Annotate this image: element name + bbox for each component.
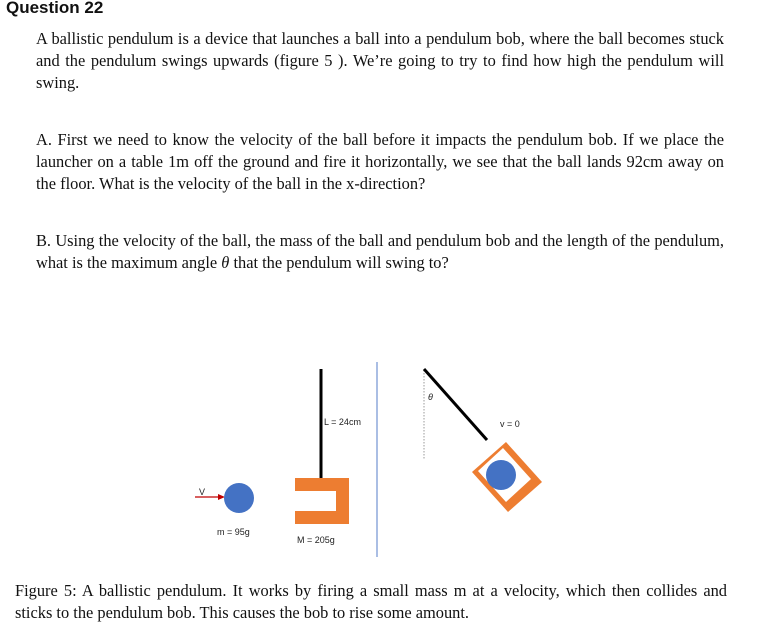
part-b-text-start: B. Using the velocity of the ball, the mass of the ball and pendulum bob and the length of the pendulum, what is the maximum angle — [36, 231, 724, 272]
ball — [224, 483, 254, 513]
question-title: Question 22 — [6, 0, 104, 17]
figure-caption: Figure 5: A ballistic pendulum. It works by firing a small mass m at a velocity, which then collides and sticks to the pendulum bob. This causes the bob to rise some amount. — [15, 581, 727, 622]
part-b-text-end: that the pendulum will swing to? — [229, 253, 449, 272]
bob-mass-label: M = 205g — [297, 535, 335, 545]
intro-paragraph: A ballistic pendulum is a device that launches a ball into a pendulum bob, where the ball becomes stuck and the pendulum swings upwards (figure 5 ). We’re going to try to find how high the pendulum will swing. — [36, 29, 724, 92]
velocity-label: V — [199, 487, 206, 497]
velocity-arrowhead — [218, 494, 225, 500]
swung-ball — [486, 460, 516, 490]
theta-label: θ — [428, 392, 433, 402]
final-velocity-label: v = 0 — [500, 419, 520, 429]
theta-symbol: θ — [221, 253, 230, 272]
length-label: L = 24cm — [324, 417, 361, 427]
pendulum-bob — [295, 478, 349, 524]
part-a-paragraph: A. First we need to know the velocity of the ball before it impacts the pendulum bob. If we place the launcher on a table 1m off the ground and fire it horizontally, we see that the ball lands 92cm away on the floor. What is the velocity of the ball in the x-direction? — [36, 130, 724, 193]
swung-pendulum-string — [424, 369, 487, 440]
ball-mass-label: m = 95g — [217, 527, 250, 537]
